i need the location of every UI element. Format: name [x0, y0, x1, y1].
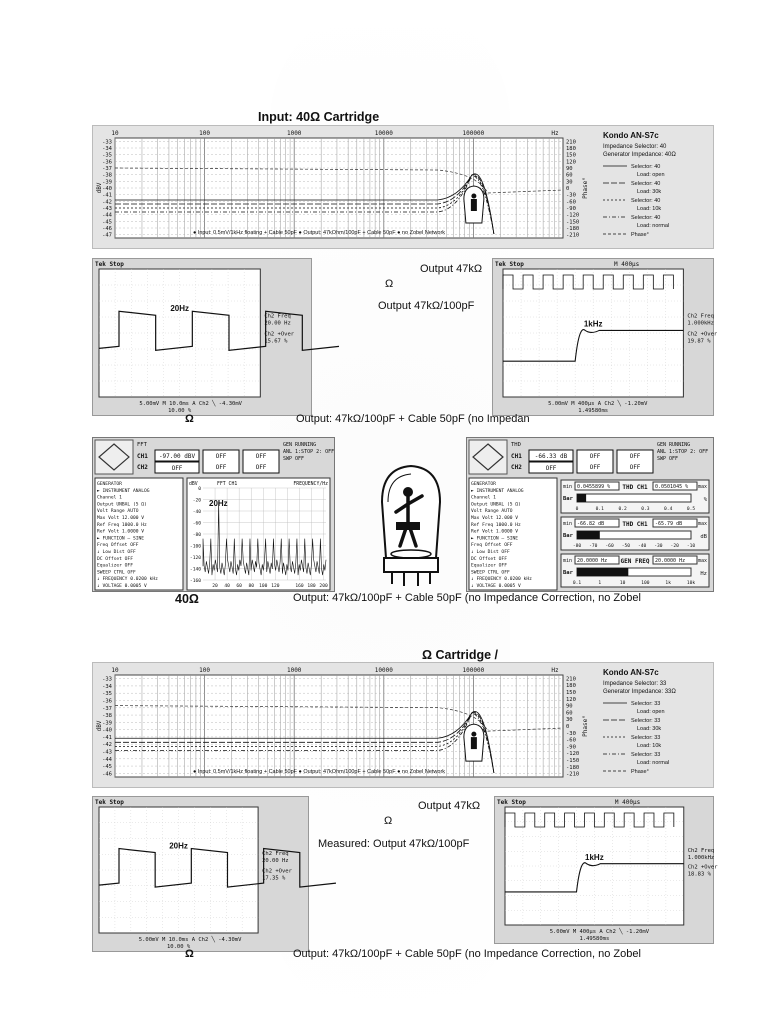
ch2-over-label: Ch2 +Over [264, 331, 295, 338]
scope-svg [493, 259, 718, 415]
tube-figure [471, 194, 476, 199]
ap-thd-svg [467, 438, 713, 591]
phase-tick: -210 [566, 232, 580, 239]
ap-menu-item: Channel 1 [97, 495, 122, 501]
freq-tick: Hz [551, 130, 559, 137]
phase-tick: -120 [566, 212, 580, 219]
scope-1khz-33ohm [494, 796, 718, 944]
ap-menu-item: Freq Offset OFF [471, 543, 513, 549]
fft-x-tick: 60 [236, 584, 242, 589]
phase-axis-label: Phase° [582, 177, 589, 199]
scope-readout: 1.49580ms [578, 408, 609, 414]
db-tick: -42 [102, 742, 112, 749]
tube-figure [471, 199, 477, 211]
ap-menu-item: ► FUNCTION – SINE [97, 536, 145, 542]
freq-tick: 100 [199, 667, 211, 674]
ch2-over-label: Ch2 +Over [262, 868, 292, 875]
freq-tick: 1000 [286, 130, 302, 137]
thd-max-value: -65.79 dB [655, 521, 683, 527]
fft-y-tick: 0 [198, 487, 201, 492]
db-tick: -35 [102, 691, 112, 698]
thd-scale-tick: 0.2 [618, 507, 627, 512]
thd-bar-fill [577, 494, 586, 502]
db-tick: -35 [102, 152, 112, 159]
ch2-freq-value: 20.00 Hz [262, 857, 289, 864]
tube-figure [471, 737, 477, 749]
ap-gen-status: ANL 1:STOP 2: OFF [657, 449, 709, 455]
legend-entry: Selector: 33 [631, 735, 661, 741]
thd-scale-tick: -40 [637, 544, 647, 549]
thd-bar-track [577, 494, 691, 502]
thd-min-label: min [563, 521, 573, 527]
fft-y-tick: -140 [189, 567, 201, 573]
legend-entry: Load: open [637, 709, 665, 715]
thd-bar-label: Bar [563, 496, 573, 502]
phase-tick: 180 [566, 146, 576, 152]
freq-tick: 1000 [286, 667, 302, 674]
db-tick: -39 [102, 720, 112, 727]
fft-y-tick: -20 [192, 498, 201, 504]
scope-settings: 5.00mV M 400µs A Ch2 ╲ -1.20mV [549, 929, 650, 935]
thd-scale-tick: 0.3 [641, 507, 650, 512]
thd-bar-fill [577, 568, 628, 576]
thd-scale-tick: -70 [589, 544, 598, 549]
thd-scale-tick: -10 [686, 544, 696, 549]
thd-scale-tick: 0.5 [686, 507, 696, 512]
generator-impedance: Generator Impedance: 40Ω [603, 152, 676, 158]
db-tick: -38 [102, 713, 112, 720]
legend-entry: Load: normal [637, 760, 670, 766]
phase-tick: -210 [566, 771, 580, 778]
ap-menu-item: ► INSTRUMENT ANALOG [471, 488, 524, 494]
db-tick: -46 [102, 771, 112, 778]
db-axis-label: dBV [96, 182, 103, 194]
scope-freq-label: 20Hz [170, 304, 190, 314]
fft-x-tick: 100 [259, 584, 268, 589]
ap-menu-item: ↓ VOLTAGE 0.0005 V [97, 584, 147, 589]
phase-tick: 210 [566, 676, 576, 683]
phase-tick: -60 [566, 737, 576, 744]
bode-plot-33ohm [92, 662, 714, 788]
thd-max-label: max [697, 521, 707, 527]
generator-impedance: Generator Impedance: 33Ω [603, 689, 676, 695]
db-tick: -36 [102, 698, 112, 705]
ap-gen-status: ANL 1:STOP 2: OFF [283, 449, 335, 455]
ap-fft-svg [93, 438, 334, 591]
scope-readout: 10.00 % [166, 944, 191, 950]
phase-tick: 150 [566, 690, 576, 696]
ap-menu-item: Ref Volt 1.0000 V [97, 529, 145, 535]
bode-svg [93, 126, 713, 248]
ap-off-value: OFF [629, 453, 641, 460]
ap-off-value: OFF [589, 464, 601, 471]
fft-y-tick: -40 [192, 510, 201, 515]
legend-entry: Load: open [637, 172, 665, 178]
caption-omega: Ω [185, 413, 194, 425]
ap-off-value: OFF [255, 464, 267, 471]
db-tick: -38 [102, 172, 112, 179]
thd-scale-tick: 1k [665, 581, 671, 586]
scope-20hz-40ohm [92, 258, 312, 416]
legend-line: ● Input: 0.5mV/1kHz floating + Cable 50pF ● Output: 47kOhm/100pF + Cable 50pF ● no Zobel Network [192, 769, 446, 775]
ap-menu-item: ► FUNCTION – SINE [471, 536, 519, 542]
ap-off-value: OFF [629, 464, 641, 471]
fft-x-tick: 180 [307, 584, 316, 589]
ap-menu-item: ↓ FREQUENCY 0.0200 kHz [471, 577, 532, 583]
thd-max-label: max [697, 558, 707, 564]
legend-entry: Selector: 40 [631, 215, 661, 221]
caption-measured-output: Measured: Output 47kΩ/100pF [318, 838, 470, 850]
thd-bar-fill [577, 531, 600, 539]
phase-tick: -150 [566, 758, 580, 764]
fft-x-tick: 20 [212, 584, 218, 589]
ap-menu-item: ↓ Low Dist OFF [97, 550, 136, 555]
ap-fft-panel [92, 437, 335, 592]
ap-logo [469, 440, 507, 474]
db-tick: -34 [102, 683, 112, 690]
thd-scale-tick: -60 [605, 544, 614, 549]
ap-gen-status: GEN RUNNING [657, 442, 691, 448]
freq-tick: 10000 [374, 667, 393, 674]
freq-tick: 10000 [374, 130, 393, 137]
legend-entry: Load: 10k [637, 206, 662, 212]
freq-tick: 100000 [462, 667, 485, 674]
phase-tick: -30 [566, 192, 576, 199]
caption-output-cable-long: Output: 47kΩ/100pF + Cable 50pF (no Impedance Correction, no Zobel [293, 592, 641, 604]
ap-gen-status: GEN RUNNING [283, 442, 317, 448]
fft-y-tick: -120 [189, 556, 201, 561]
caption-output-47k: Output 47kΩ [420, 263, 483, 275]
caption-omega-2: Ω [385, 278, 394, 290]
section1-title: Input: 40Ω Cartridge [258, 110, 380, 124]
scope-header: Tek Stop [95, 799, 124, 806]
db-tick: -41 [102, 734, 112, 741]
freq-tick: 10 [111, 667, 119, 674]
ap-menu-item: ↓ Low Dist OFF [471, 550, 510, 555]
phase-tick: 60 [566, 172, 573, 179]
ch2-over-value: 15.67 % [264, 338, 288, 345]
scope-settings: 5.00mV M 400µs A Ch2 ╲ -1.20mV [548, 401, 648, 407]
scope-freq-label: 1kHz [585, 853, 604, 863]
scope-timebase: M 400µs [614, 799, 641, 806]
db-tick: -41 [102, 192, 112, 199]
thd-min-value: -66.82 dB [577, 521, 605, 527]
phase-axis-label: Phase° [582, 715, 589, 737]
freq-tick: 10 [111, 130, 119, 137]
ch2-freq-value: 1.000kHz [687, 854, 715, 861]
legend-line: ● Input: 0.5mV/1kHz floating + Cable 50pF ● Output: 47kOhm/100pF + Cable 50pF ● no Zobel Network [192, 230, 446, 236]
ap-menu-item: Ref Volt 1.0000 V [471, 529, 519, 535]
ap-ch1-value: -66.33 dB [534, 453, 568, 460]
thd-scale-tick: 1 [598, 581, 602, 586]
scope-readout: 10.00 % [168, 408, 192, 414]
phase-tick: 30 [566, 717, 573, 724]
bode-plot-40ohm [92, 125, 714, 249]
legend-entry: Selector: 33 [631, 718, 661, 724]
phase-tick: -120 [566, 751, 580, 758]
phase-tick: 150 [566, 152, 576, 159]
thd-max-value: 0.0501045 % [655, 484, 689, 490]
caption-output-47k-s2: Output 47kΩ [418, 800, 481, 812]
scope-header: Tek Stop [95, 261, 124, 268]
thd-scale-tick: 0.4 [664, 507, 673, 512]
db-axis-label: dBV [96, 720, 103, 732]
ap-menu-item: Max Volt 12.000 V [471, 516, 519, 521]
thd-scale-tick: -50 [621, 544, 631, 549]
ap-menu-item: GENERATOR [471, 482, 496, 487]
fft-x-tick: 200 [319, 584, 328, 589]
caption-output-cable-s2: Output: 47kΩ/100pF + Cable 50pF (no Impedance Correction, no Zobel [293, 948, 641, 960]
ap-off-value: OFF [215, 453, 227, 460]
thd-scale-tick: 0 [575, 507, 579, 512]
scope-settings: 5.00mV M 10.0ms A Ch2 ╲ -4.30mV [138, 937, 242, 943]
ch2-over-value: 18.83 % [687, 871, 711, 878]
device-name: Kondo AN-S7c [603, 131, 659, 140]
db-tick: -36 [102, 159, 112, 166]
scope-freq-label: 1kHz [583, 319, 603, 329]
freq-tick: Hz [551, 667, 559, 674]
legend-entry: Selector: 33 [631, 701, 661, 707]
scope-svg [93, 259, 311, 415]
thd-scale-tick: 100 [641, 581, 650, 586]
ap-meter-title: FFT [137, 442, 147, 448]
freq-tick: 100 [199, 130, 211, 137]
db-tick: -40 [102, 186, 112, 192]
ap-off-value: OFF [255, 453, 267, 460]
ap-menu-item: DC Offset OFF [471, 556, 507, 562]
ap-menu-item: Equalizer OFF [471, 563, 507, 569]
legend-entry: Selector: 33 [631, 752, 661, 758]
caption-output-47k-100pf: Output 47kΩ/100pF [378, 300, 475, 312]
ap-menu-item: Output UNBAL (5 Ω) [471, 502, 521, 508]
phase-tick: 60 [566, 710, 573, 717]
db-tick: -45 [102, 219, 112, 226]
thd-max-label: max [697, 484, 707, 490]
db-tick: -40 [102, 727, 112, 734]
phase-tick: 0 [566, 186, 570, 192]
thd-label: GEN FREQ [620, 558, 650, 565]
fft-y-tick: -100 [189, 544, 201, 550]
fft-y-tick: -80 [192, 533, 201, 538]
fft-x-tick: 80 [248, 584, 255, 589]
ap-menu-item: Ref Freq 1000.0 Hz [97, 522, 147, 528]
ap-menu-item: Volt Range AUTO [471, 509, 513, 515]
ap-menu-item: Output UNBAL (5 Ω) [97, 502, 147, 508]
phase-tick: -60 [566, 199, 576, 206]
phase-tick: -180 [566, 764, 580, 771]
fft-y-tick: -160 [189, 579, 201, 584]
legend-entry: Selector: 40 [631, 164, 661, 170]
scope-settings: 5.00mV M 10.0ms A Ch2 ╲ -4.30mV [139, 401, 242, 407]
ap-ch2-value: OFF [545, 465, 557, 472]
ap-ch1-value: -97.00 dBV [158, 453, 196, 460]
fft-x-tick: 40 [224, 584, 230, 589]
ap-ch1-label: CH1 [137, 453, 148, 460]
legend-entry: Load: 10k [637, 743, 662, 749]
db-tick: -37 [102, 166, 112, 172]
legend-entry: Selector: 40 [631, 198, 661, 204]
section2-title: Ω Cartridge / [422, 648, 499, 662]
thd-min-value: 0.0455899 % [577, 484, 611, 490]
legend-entry: Phase° [631, 769, 649, 775]
legend-entry: Selector: 40 [631, 181, 661, 187]
scope-timebase: M 400µs [614, 261, 640, 268]
ch2-over-value: 17.35 % [262, 875, 286, 882]
phase-tick: -180 [566, 226, 580, 232]
db-tick: -47 [102, 232, 112, 239]
ch2-over-label: Ch2 +Over [687, 331, 718, 338]
thd-scale-tick: -20 [670, 544, 679, 549]
tube-figure [471, 732, 476, 737]
scope-header: Tek Stop [497, 799, 526, 806]
plot-area [115, 675, 563, 777]
ap-menu-item: SWEEP CTRL OFF [471, 570, 510, 576]
phase-tick: -150 [566, 219, 580, 226]
db-tick: -44 [102, 756, 112, 763]
phase-tick: -90 [566, 206, 576, 212]
ap-logo [95, 440, 133, 474]
db-tick: -46 [102, 226, 112, 232]
ap-ch2-value: OFF [171, 465, 183, 472]
ap-thd-panel [466, 437, 714, 592]
ch2-over-label: Ch2 +Over [687, 864, 718, 871]
thd-min-value: 20.0000 Hz [577, 558, 608, 564]
legend-entry: Load: 30k [637, 189, 662, 195]
db-tick: -39 [102, 179, 112, 186]
scope-freq-label: 20Hz [169, 841, 188, 851]
ap-ch2-label: CH2 [137, 464, 148, 471]
ap-menu-item: ↓ FREQUENCY 0.0200 kHz [97, 577, 158, 583]
thd-min-label: min [563, 558, 573, 564]
thd-bar-unit: Hz [700, 571, 707, 577]
db-tick: -34 [102, 146, 112, 152]
ap-menu-item: GENERATOR [97, 482, 122, 487]
db-tick: -43 [102, 206, 112, 212]
scope-header: Tek Stop [495, 261, 524, 268]
freq-tick: 100000 [462, 130, 485, 137]
ap-meter-title: THD [511, 442, 521, 448]
ap-menu-item: Volt Range AUTO [97, 509, 139, 515]
tube-illustration [368, 462, 454, 590]
thd-min-label: min [563, 484, 573, 490]
ch2-freq-label: Ch2 Freq [687, 847, 715, 854]
thd-label: THD CH1 [622, 484, 648, 491]
thd-scale-tick: 0.1 [595, 507, 604, 512]
ap-ch1-label: CH1 [511, 453, 522, 460]
ap-menu-item: Ref Freq 1000.0 Hz [471, 522, 521, 528]
caption-omega-4: Ω [384, 815, 393, 827]
legend-entry: Phase° [631, 232, 649, 238]
phase-tick: 90 [566, 166, 573, 172]
ap-off-value: OFF [215, 464, 227, 471]
phase-tick: 0 [566, 724, 570, 730]
thd-bar-label: Bar [563, 533, 573, 539]
db-tick: -43 [102, 749, 112, 756]
thd-scale-tick: -80 [572, 544, 582, 549]
scope-20hz-33ohm [92, 796, 309, 952]
impedance-selector: Impedance Selector: 33 [603, 681, 667, 687]
phase-tick: 120 [566, 696, 576, 703]
scope-readout: 1.49580ms [579, 936, 610, 942]
phase-tick: 30 [566, 179, 573, 186]
fft-x-tick: 160 [295, 584, 304, 589]
phase-tick: -30 [566, 730, 576, 737]
ap-menu-item: Equalizer OFF [97, 563, 133, 569]
ch2-over-value: 19.87 % [687, 338, 711, 345]
ap-gen-status: SWP OFF [283, 456, 305, 462]
thd-bar-unit: % [703, 497, 707, 503]
phase-tick: 210 [566, 139, 576, 146]
thd-scale-tick: 10k [686, 581, 696, 586]
db-tick: -42 [102, 199, 112, 206]
impedance-selector: Impedance Selector: 40 [603, 144, 667, 150]
ap-ch2-label: CH2 [511, 464, 522, 471]
thd-max-value: 20.0000 Hz [655, 558, 686, 564]
db-tick: -37 [102, 705, 112, 712]
fft-x-tick: 120 [271, 584, 280, 589]
phase-tick: 180 [566, 683, 576, 690]
caption-output-cable: Output: 47kΩ/100pF + Cable 50pF (no Impedan [296, 413, 530, 425]
ap-menu-item: DC Offset OFF [97, 556, 133, 562]
legend-entry: Load: normal [637, 223, 670, 229]
caption-omega-3: Ω [185, 948, 194, 960]
db-tick: -33 [102, 676, 112, 683]
ap-off-value: OFF [589, 453, 601, 460]
scope-1khz-40ohm [492, 258, 718, 416]
label-40ohm: 40Ω [175, 592, 199, 606]
fft-title: FFT CH1 [217, 482, 238, 487]
legend-entry: Load: 30k [637, 726, 662, 732]
thd-scale-tick: 10 [619, 581, 626, 586]
fft-y-tick: -60 [192, 521, 201, 527]
ch2-freq-value: 1.000kHz [687, 320, 714, 327]
db-tick: -44 [102, 212, 112, 219]
ch2-freq-label: Ch2 Freq [262, 850, 289, 857]
ch2-freq-label: Ch2 Freq [687, 313, 714, 320]
ap-menu-item: Freq Offset OFF [97, 543, 139, 549]
thd-bar-unit: dB [700, 534, 707, 540]
db-tick: -33 [102, 139, 112, 146]
ap-gen-status: SWP OFF [657, 456, 679, 462]
phase-tick: 120 [566, 159, 576, 166]
scope-svg [93, 797, 308, 951]
bode-svg [93, 663, 713, 787]
ap-menu-item: ↓ VOLTAGE 0.0005 V [471, 584, 521, 589]
ap-menu-item: SWEEP CTRL OFF [97, 570, 136, 576]
ch2-freq-value: 20.00 Hz [264, 320, 291, 327]
thd-bar-label: Bar [563, 570, 573, 576]
device-name: Kondo AN-S7c [603, 668, 659, 677]
fft-unit: dBV [189, 482, 198, 487]
fft-freq-label: 20Hz [209, 499, 228, 508]
fft-axis: FREQUENCY/Hz [293, 482, 328, 487]
scope-svg [495, 797, 718, 943]
ap-menu-item: Channel 1 [471, 495, 496, 501]
phase-tick: 90 [566, 703, 573, 710]
ap-menu-item: Max Volt 12.000 V [97, 516, 145, 521]
ap-menu-item: ► INSTRUMENT ANALOG [97, 488, 150, 494]
ch2-freq-label: Ch2 Freq [264, 313, 291, 320]
thd-scale-tick: -30 [654, 544, 663, 549]
thd-scale-tick: 0.1 [572, 581, 582, 586]
db-tick: -45 [102, 764, 112, 771]
phase-tick: -90 [566, 744, 576, 751]
thd-label: THD CH1 [622, 521, 648, 528]
